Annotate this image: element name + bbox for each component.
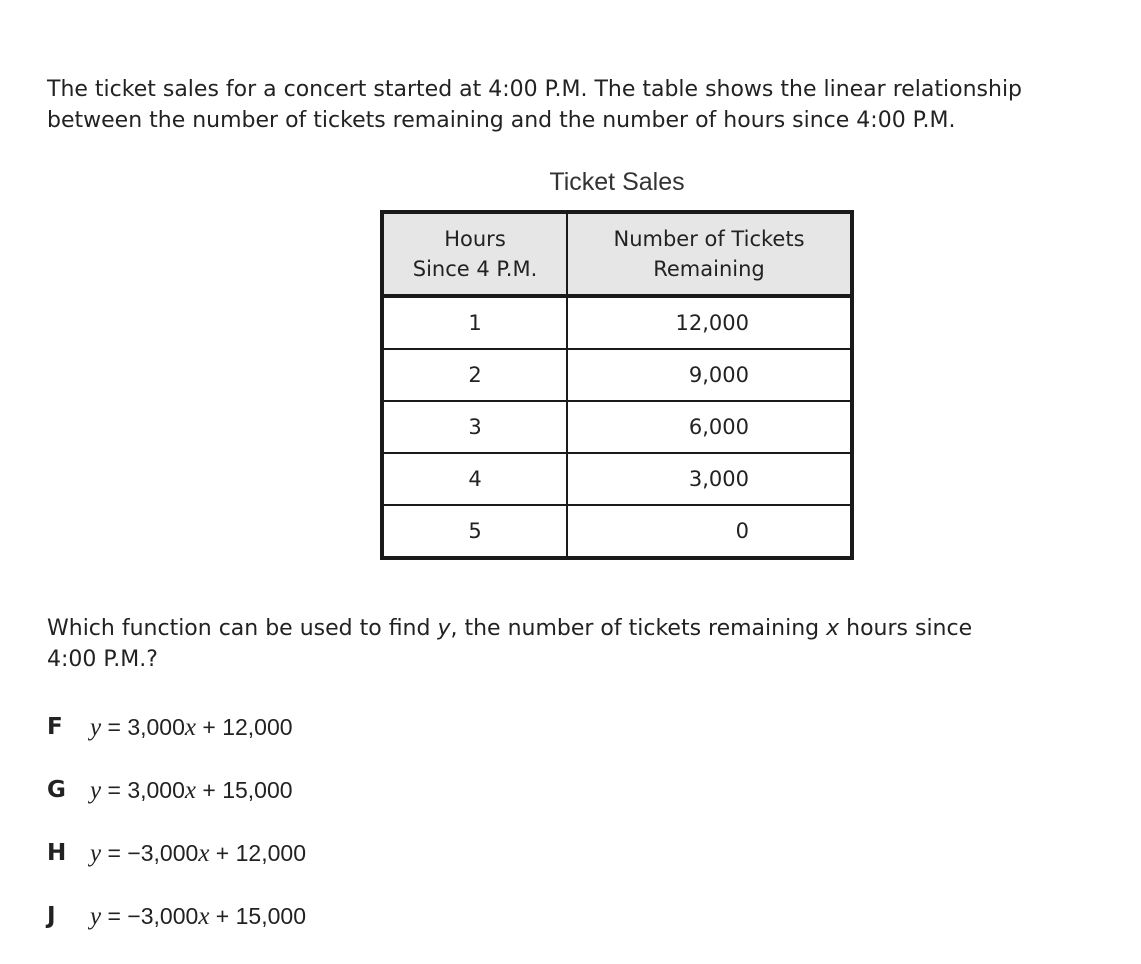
table-row — [382, 296, 852, 349]
eq-var-x: x — [184, 777, 196, 804]
intro-text — [47, 74, 1141, 136]
eq-part-1: = −3,000 — [101, 903, 199, 929]
header-hours-line-1: Hours — [444, 227, 506, 251]
table-header-row — [382, 212, 852, 296]
eq-var-y: y — [90, 714, 102, 741]
tickets-cell — [567, 296, 852, 349]
intro-line-1: The ticket sales for a concert started at 4:00 P.M. The table shows the linear relationship — [47, 77, 1023, 102]
tickets-cell — [567, 453, 852, 505]
ticket-sales-table — [380, 210, 854, 560]
choice-letter: J — [47, 903, 56, 929]
eq-var-x: x — [184, 714, 196, 741]
eq-part-2: + 12,000 — [209, 840, 306, 866]
table-row — [382, 349, 852, 401]
header-tickets-line-2: Remaining — [653, 257, 765, 281]
table-row — [382, 401, 852, 453]
eq-part-1: = −3,000 — [101, 840, 199, 866]
hours-cell: 2 — [382, 349, 567, 401]
hours-cell: 3 — [382, 401, 567, 453]
choice-letter: F — [47, 714, 63, 740]
hours-cell: 1 — [382, 296, 567, 349]
hours-cell: 5 — [382, 505, 567, 558]
tickets-cell — [567, 401, 852, 453]
eq-var-y: y — [90, 840, 102, 867]
eq-part-1: = 3,000 — [101, 777, 185, 803]
choice-letter: H — [47, 840, 67, 866]
eq-var-x: x — [198, 840, 210, 867]
choice-equation — [90, 901, 306, 932]
eq-var-y: y — [90, 903, 102, 930]
tickets-value: 3,000 — [688, 467, 749, 491]
eq-part-2: + 12,000 — [196, 714, 293, 740]
question-part-4: 4:00 P.M.? — [47, 647, 158, 672]
header-tickets-line-1: Number of Tickets — [613, 227, 805, 251]
table-row — [382, 505, 852, 558]
question-part-3: hours since — [839, 616, 973, 641]
tickets-value: 9,000 — [688, 363, 749, 387]
eq-var-x: x — [198, 903, 210, 930]
tickets-value: 12,000 — [675, 311, 749, 335]
hours-cell: 4 — [382, 453, 567, 505]
eq-part-2: + 15,000 — [196, 777, 293, 803]
choice-equation — [90, 775, 293, 806]
question-var-x: x — [826, 616, 840, 641]
tickets-cell — [567, 349, 852, 401]
eq-part-2: + 15,000 — [209, 903, 306, 929]
choice-letter: G — [47, 777, 66, 803]
header-hours — [382, 212, 567, 296]
table-caption: Ticket Sales — [549, 168, 685, 196]
eq-part-1: = 3,000 — [101, 714, 185, 740]
choice-equation — [90, 712, 293, 743]
question-part-2: , the number of tickets remaining — [450, 616, 827, 641]
question-part-1: Which function can be used to find — [47, 616, 438, 641]
header-hours-line-2: Since 4 P.M. — [412, 257, 538, 281]
tickets-cell — [567, 505, 852, 558]
tickets-value: 6,000 — [688, 415, 749, 439]
question-text — [47, 613, 1127, 675]
choice-equation — [90, 838, 306, 869]
eq-var-y: y — [90, 777, 102, 804]
question-var-y: y — [437, 616, 451, 641]
intro-line-2: between the number of tickets remaining and the number of hours since 4:00 P.M. — [47, 108, 956, 133]
table-row — [382, 453, 852, 505]
tickets-value: 0 — [735, 519, 749, 543]
header-tickets — [567, 212, 852, 296]
